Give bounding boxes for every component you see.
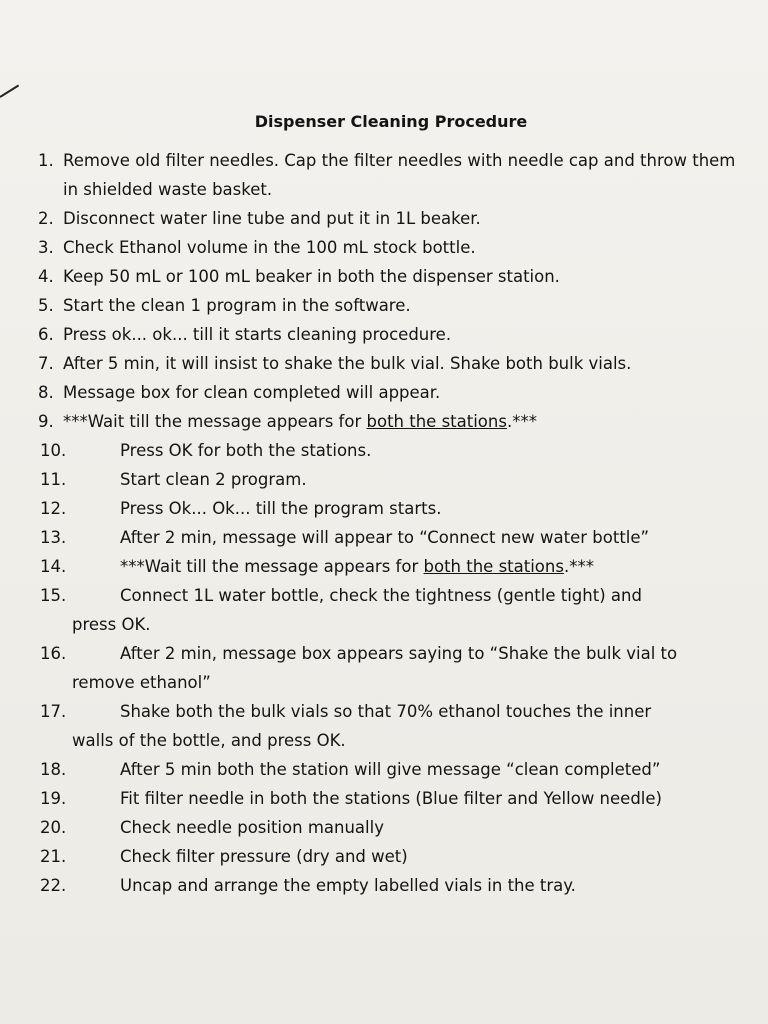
step-number: 16. bbox=[40, 644, 67, 663]
step-item bbox=[38, 349, 744, 378]
step-item bbox=[38, 494, 744, 523]
step-item bbox=[38, 262, 744, 291]
step-number: 6. bbox=[38, 325, 54, 344]
step-number: 15. bbox=[40, 586, 67, 605]
step-number: 5. bbox=[38, 296, 54, 315]
step-text-continued: remove ethanol” bbox=[72, 673, 211, 692]
step-item bbox=[38, 581, 744, 639]
step-number: 8. bbox=[38, 383, 54, 402]
step-number: 20. bbox=[40, 818, 67, 837]
step-number: 12. bbox=[40, 499, 67, 518]
underlined-text: both the stations bbox=[423, 557, 564, 576]
procedure-steps bbox=[38, 146, 744, 900]
step-text: Press ok... ok... till it starts cleaning procedure. bbox=[63, 325, 452, 344]
step-text: Shake both the bulk vials so that 70% ethanol touches the inner bbox=[120, 702, 652, 721]
step-number: 18. bbox=[40, 760, 67, 779]
step-number: 14. bbox=[40, 557, 67, 576]
step-text-continued: press OK. bbox=[72, 615, 151, 634]
step-text: Message box for clean completed will appear. bbox=[63, 383, 441, 402]
step-text: Connect 1L water bottle, check the tightness (gentle tight) and bbox=[120, 586, 642, 605]
step-number: 4. bbox=[38, 267, 54, 286]
step-text-end: .*** bbox=[563, 557, 594, 576]
step-number: 13. bbox=[40, 528, 67, 547]
step-item bbox=[38, 407, 744, 436]
step-number: 9. bbox=[38, 412, 54, 431]
step-number: 19. bbox=[40, 789, 67, 808]
step-number: 22. bbox=[40, 876, 67, 895]
step-item bbox=[38, 146, 744, 204]
step-item bbox=[38, 784, 744, 813]
step-item bbox=[38, 378, 744, 407]
step-text: Start clean 2 program. bbox=[120, 470, 307, 489]
step-text: After 5 min both the station will give message “clean completed” bbox=[120, 760, 661, 779]
step-item bbox=[38, 291, 744, 320]
step-item bbox=[38, 320, 744, 349]
step-text: Check Ethanol volume in the 100 mL stock bottle. bbox=[63, 238, 476, 257]
step-number: 10. bbox=[40, 441, 67, 460]
step-number: 3. bbox=[38, 238, 54, 257]
step-item bbox=[38, 233, 744, 262]
step-text: After 2 min, message will appear to “Connect new water bottle” bbox=[120, 528, 650, 547]
underlined-text: both the stations bbox=[366, 412, 507, 431]
step-item bbox=[38, 813, 744, 842]
step-text: Keep 50 mL or 100 mL beaker in both the dispenser station. bbox=[63, 267, 560, 286]
pen-mark bbox=[0, 84, 19, 97]
step-number: 7. bbox=[38, 354, 54, 373]
step-text: Fit filter needle in both the stations (Blue filter and Yellow needle) bbox=[120, 789, 662, 808]
step-item bbox=[38, 465, 744, 494]
step-text-continued: walls of the bottle, and press OK. bbox=[72, 731, 346, 750]
step-item bbox=[38, 436, 744, 465]
document-title: Dispenser Cleaning Procedure bbox=[254, 112, 528, 131]
step-text: ***Wait till the message appears for bbox=[120, 557, 424, 576]
step-item bbox=[38, 639, 744, 697]
step-number: 1. bbox=[38, 151, 54, 170]
step-number: 2. bbox=[38, 209, 54, 228]
step-text: After 5 min, it will insist to shake the bulk vial. Shake both bulk vials. bbox=[63, 354, 632, 373]
step-text: Remove old filter needles. Cap the filter needles with needle cap and throw them in shielded waste basket. bbox=[63, 151, 736, 199]
step-text: ***Wait till the message appears for bbox=[63, 412, 367, 431]
step-item bbox=[38, 755, 744, 784]
step-item bbox=[38, 523, 744, 552]
step-item bbox=[38, 204, 744, 233]
step-text-end: .*** bbox=[506, 412, 537, 431]
step-number: 11. bbox=[40, 470, 67, 489]
step-text: Check filter pressure (dry and wet) bbox=[120, 847, 408, 866]
step-item bbox=[38, 842, 744, 871]
step-number: 17. bbox=[40, 702, 67, 721]
step-text: Press OK for both the stations. bbox=[120, 441, 372, 460]
step-text: After 2 min, message box appears saying to “Shake the bulk vial to bbox=[120, 644, 678, 663]
step-text: Check needle position manually bbox=[120, 818, 384, 837]
step-number: 21. bbox=[40, 847, 67, 866]
step-item bbox=[38, 552, 744, 581]
step-item bbox=[38, 871, 744, 900]
step-text: Press Ok... Ok... till the program starts. bbox=[120, 499, 442, 518]
step-item bbox=[38, 697, 744, 755]
step-text: Start the clean 1 program in the software. bbox=[63, 296, 411, 315]
step-text: Uncap and arrange the empty labelled vials in the tray. bbox=[120, 876, 576, 895]
step-text: Disconnect water line tube and put it in 1L beaker. bbox=[63, 209, 481, 228]
